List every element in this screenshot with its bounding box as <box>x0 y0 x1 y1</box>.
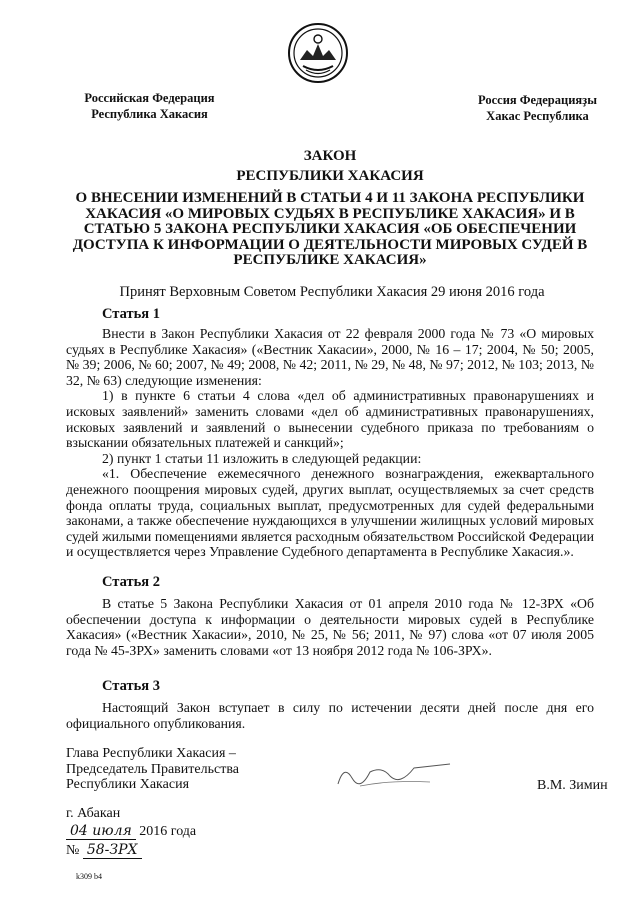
article-3-heading: Статья 3 <box>102 678 160 694</box>
paragraph: «1. Обеспечение ежемесячного денежного вознаграждения, ежеквартального денежного поощрения мировых судей, других выплат, осуществляемых за счет средств фонда оплаты труда, социальных выплат, предусмотренных для судей федеральными законами, а также обеспечение нуждающихся в улучшении жилищных условий мировых судей жилыми помещениями является расходным обязательством Российской Федерации и осуществляется через Управление Судебного департамента в Республике Хакасия.». <box>66 466 594 560</box>
header-left-line: Республика Хакасия <box>91 107 208 121</box>
handwritten-date: 04 июля <box>66 823 136 840</box>
header-right <box>455 92 620 124</box>
handwritten-signature <box>330 756 460 792</box>
signatory-position <box>66 746 239 793</box>
footer-code: k309 b4 <box>76 872 102 881</box>
article-2-body <box>66 596 594 658</box>
law-number <box>66 842 142 859</box>
article-1-heading: Статья 1 <box>102 306 160 322</box>
adoption-note: Принят Верховным Советом Республики Хакасия 29 июня 2016 года <box>119 284 545 300</box>
paragraph: Внести в Закон Республики Хакасия от 22 февраля 2000 года № 73 «О мировых судьях в Республике Хакасия» («Вестник Хакасии», 2000, № 16 – 17; 2004, № 50; 2005, № 39; 2006, № 60; 2007, № 49; 2008, № 42; 2011, № 29, № 48, № 97; 2012, № 103; 2013, № 32, № 63) следующие изменения: <box>66 326 594 388</box>
position-line: Председатель Правительства <box>66 761 239 777</box>
document-type: ЗАКОН <box>303 148 357 164</box>
header-left-line: Российская Федерация <box>84 91 215 105</box>
header-right-line: Россия Федерацияҙы <box>478 93 597 107</box>
paragraph: 1) в пункте 6 статьи 4 слова «дел об административных правонарушениях и исковых заявлений» заменить словами «дел об административных правонарушениях, исковых заявлений и заявлений о вынесении судебного приказа по требованиям о взыскании обязательных платежей и санкций»; <box>66 388 594 451</box>
article-3-body <box>66 700 594 731</box>
number-sign: № <box>66 843 80 858</box>
signer-name: В.М. Зимин <box>537 778 608 793</box>
paragraph: Настоящий Закон вступает в силу по истечении десяти дней после дня его официального опубликования. <box>66 700 594 731</box>
document-issuer: РЕСПУБЛИКИ ХАКАСИЯ <box>236 168 424 184</box>
year: 2016 года <box>139 824 197 839</box>
position-line: Республики Хакасия <box>66 777 190 792</box>
header-left <box>62 90 237 122</box>
city: г. Абакан <box>66 806 121 821</box>
coat-of-arms-emblem <box>287 22 349 84</box>
handwritten-number: 58-ЗРХ <box>83 842 142 859</box>
paragraph: 2) пункт 1 статьи 11 изложить в следующей редакции: <box>102 450 422 466</box>
position-line: Глава Республики Хакасия – <box>66 746 236 761</box>
signing-date <box>66 823 196 840</box>
paragraph: В статье 5 Закона Республики Хакасия от 01 апреля 2010 года № 12-ЗРХ «Об обеспечении доступа к информации о деятельности мировых судей в Республике Хакасия» («Вестник Хакасии», 2010, № 25, № 56; 2011, № 97) слова «от 07 июля 2005 года № 45-ЗРХ» заменить словами «от 13 ноября 2012 года № 106-ЗРХ». <box>66 596 594 658</box>
document-subject: О ВНЕСЕНИИ ИЗМЕНЕНИЙ В СТАТЬИ 4 И 11 ЗАКОНА РЕСПУБЛИКИ ХАКАСИЯ «О МИРОВЫХ СУДЬЯХ В РЕСПУБЛИКЕ ХАКАСИЯ» И В СТАТЬЮ 5 ЗАКОНА РЕСПУБЛИКИ ХАКАСИЯ «ОБ ОБЕСПЕЧЕНИИ ДОСТУПА К ИНФОРМАЦИИ О ДЕЯТЕЛЬНОСТИ МИРОВЫХ СУДЕЙ В РЕСПУБЛИКЕ ХАКАСИЯ» <box>72 190 588 268</box>
article-1-body <box>66 326 594 560</box>
article-2-heading: Статья 2 <box>102 574 160 590</box>
header-right-line: Хакас Республика <box>486 109 589 123</box>
